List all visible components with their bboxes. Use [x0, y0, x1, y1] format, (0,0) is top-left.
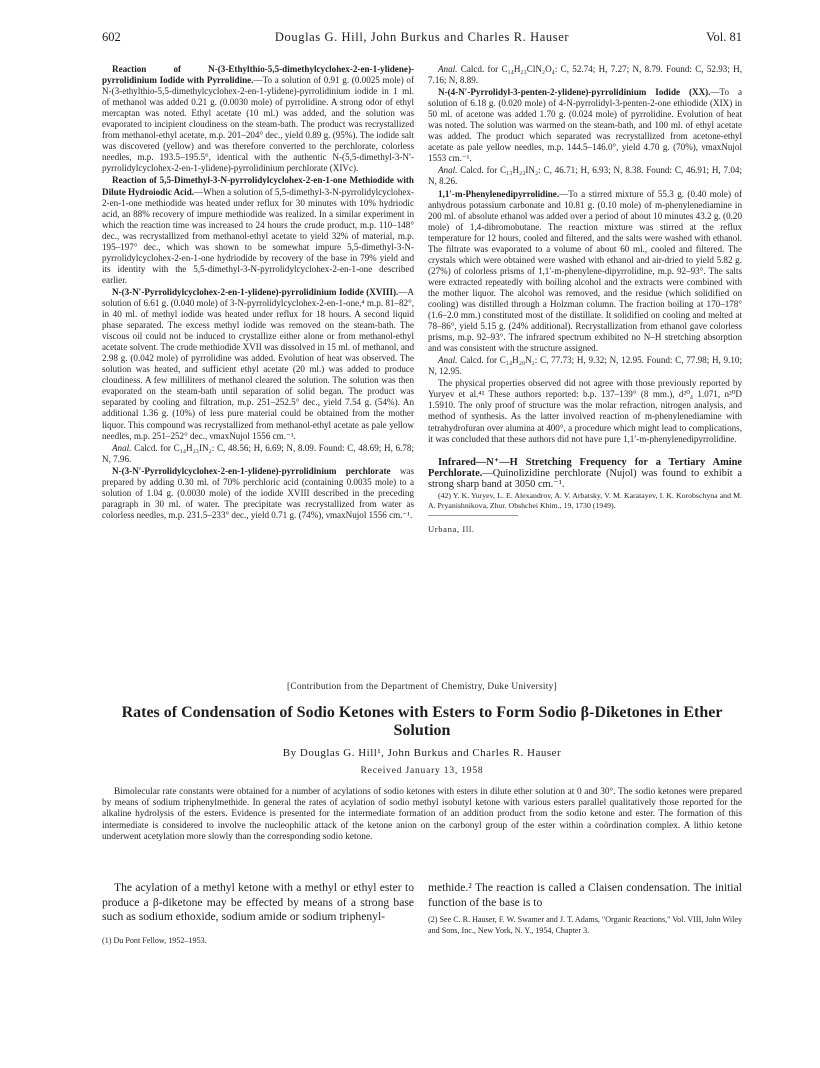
analysis-label: Anal. — [438, 165, 458, 176]
paragraph-analysis: Anal. Calcd. for C₁₄H₂₃ClN₂O₄: C, 52.74; H, 7.27; N, 8.79. Found: C, 52.93; H, 7.16; N, 8.89. — [428, 64, 742, 86]
article-title: Rates of Condensation of Sodio Ketones with Esters to Form Sodio β-Diketones in Ether Solution — [121, 704, 723, 739]
volume-label: Vol. 81 — [706, 30, 742, 44]
paragraph-heading: Infrared—N⁺—H Stretching Frequency for a Tertiary Amine Perchlorate. — [428, 456, 742, 479]
paragraph-heading: Reaction of N-(3-Ethylthio-5,5-dimethylcyclohex-2-en-1-ylidene)-pyrrolidinium Iodide with Pyrrolidine. — [102, 64, 414, 86]
page-header — [102, 30, 742, 50]
paragraph-analysis: Anal. Calcd. for C₁₄H₂₃IN₂: C, 48.56; H, 6.69; N, 8.09. Found: C, 48.69; H, 6.78; N, 7.96. — [102, 442, 414, 464]
page-number: 602 — [102, 30, 121, 44]
paragraph-analysis: Anal. Calcd. for C₁₃H₂₃IN₂: C, 46.71; H, 6.93; N, 8.38. Found: C, 46.91; H, 7.04; N, 8.26. — [428, 165, 742, 187]
left-column — [102, 64, 414, 521]
paragraph-phenylenedipyrrolidine: 1,1′-m-Phenylenedipyrrolidine.—To a stirred mixture of 55.3 g. (0.40 mole) of anhydrous potassium carbonate and 10.81 g. (0.10 mole) of m-phenylenediamine in 200 ml. of absolute ethanol was added over a period of about 10 minutes 43.2 g. (0.20 mole) of 1,4-dibromobutane. The reaction mixture was stirred at the reflux temperature for 12 hours, cooled and filtered, and the salts were washed with ethanol. The filtrate was evaporated to a volume of about 60 ml., cooled and filtered. The crystals which were obtained were washed with ethanol and air-dried to yield 5.82 g. (27%) of colorless prisms of 1,1′-m-phenylene-dipyrrolidine, m.p. 92–93°. The salts were extracted repeatedly with boiling alcohol and the extracts were combined with the mother liquor. The alcohol was removed, and the residue (which solidified on cooling) was distilled through a Holzman column. The fraction boiling at 170–178° (1.6–2.0 mm.) constituted most of the distillate. It solidified on cooling and melted at 78–86°, yield 5.15 g. (24% additional). Recrystallization from ethanol gave colorless prisms, m.p. 92–93°. The infrared spectrum exhibited no N–H stretching absorption and was consistent with the structure assigned. — [428, 188, 742, 354]
body-text-left: The acylation of a methyl ketone with a methyl or ethyl ester to produce a β-diketone may be effected by means of a strong base such as sodium ethoxide, sodium amide or sodium triphenyl- — [102, 881, 414, 923]
paragraph-methiodide-hydroiodic: Reaction of 5,5-Dimethyl-3-N-pyrrolidylcyclohex-2-en-1-one Methiodide with Dilute Hydroiodic Acid.—When a solution of 5,5-dimethyl-3-N-pyrrolidylcyclohex-2-en-1-one methiodide was heated under reflux for 30 minutes with 10% hydriodic acid, an 88% recovery of impure methiodide was realized. In a similar experiment in which the reaction time was increased to 24 hours the crude product, m.p. 110–148° dec., was recrystallized from methanol-ethyl acetate to yield 32% of material, m.p. 195–197° dec., which was shown to be somewhat impure 5,5-dimethyl-3-N-pyrrolidylcyclohex-2-en-1-one hydriodide by recovery of the base in 79% yield and its identity with the 5,5-dimethyl-3-N-pyrrolidylcyclohex-2-en-1-one described earlier. — [102, 175, 415, 285]
paragraph-heading: N-(3-N′-Pyrrolidylcyclohex-2-en-1-ylidene)-pyrrolidinium perchlorate — [112, 465, 391, 476]
footnote-rule — [428, 515, 518, 516]
footnote-42: (42) Y. K. Yuryev, L. E. Alexandrov, A. V. Arbatsky, V. M. Karatayev, I. K. Korobschyna and M. A. Pryanishnikova, Zhur. Obshchei Khim., 19, 1730 (1949). — [428, 490, 742, 510]
footnote-1: (1) Du Pont Fellow, 1952–1953. — [102, 936, 207, 945]
analysis-label: Anal. — [438, 355, 458, 366]
analysis-label: Anal. — [438, 64, 458, 74]
paragraph-heading: Reaction of 5,5-Dimethyl-3-N-pyrrolidylcyclohex-2-en-1-one Methiodide with Dilute Hydroiodic Acid. — [102, 175, 414, 197]
paragraph-heading: 1,1′-m-Phenylenedipyrrolidine. — [438, 188, 560, 199]
analysis-label: Anal. — [112, 442, 132, 453]
paragraph-pyrrolidinium-iodide-reaction: Reaction of N-(3-Ethylthio-5,5-dimethylcyclohex-2-en-1-ylidene)-pyrrolidinium Iodide with Pyrrolidine.—To a solution of 0.91 g. (0.0025 mole) of N-(3-ethylthio-5,5-dimethylcyclohex-2-en-1-ylidene)-pyrrolidinium iodide in 1 ml. of methanol was added 0.21 g. (0.0030 mole) of pyrrolidine. A strong odor of ethyl mercaptan was noted. Ethyl acetate (10 ml.) was added, and the solution was evaporated to incipient cloudiness on the steam-bath. The product was recrystallized from methanol-ethyl acetate, m.p. 201–204° dec., yield 0.89 g. (95%). The iodide salt was discovered (yellow) and was therefore converted to the perchlorate, colorless needles, m.p. 193.5–195.5°, identical with the authentic N-(5,5-dimethyl-3-N′-pyrrolidylcyclohex-2-en-1-ylidene)-pyrrolidinium perchlorate (XIVc). — [102, 64, 414, 174]
paragraph-heading: N-(3-N′-Pyrrolidylcyclohex-2-en-1-ylidene)-pyrrolidinium Iodide (XVIII). — [112, 286, 399, 297]
paragraph-iodide-xx: N-(4-N′-Pyrrolidyl-3-penten-2-ylidene)-pyrrolidinium Iodide (XX).—To a solution of 6.18 g. (0.020 mole) of 4-N-pyrrolidyl-3-penten-2-one ethiodide (XIX) in 50 ml. of acetone was added 1.70 g. (0.024 mole) of pyrrolidine. Evolution of heat was noted. The solution was warmed on the steam-bath, and 100 ml. of ethyl acetate was added. The product which separated was recrystallized from acetone-ethyl acetate as pale yellow needles, m.p. 144.5–146.0°, yield 4.70 g. (70%), νmaxNujol 1553 cm.⁻¹. — [428, 87, 742, 164]
paragraph-infrared: Infrared—N⁺—H Stretching Frequency for a Tertiary Amine Perchlorate.—Quinolizidine perchlorate (Nujol) was found to exhibit a strong sharp band at 3050 cm.⁻¹. — [428, 456, 742, 490]
right-column — [428, 64, 742, 535]
contribution-line: [Contribution from the Department of Chemistry, Duke University] — [286, 682, 558, 692]
footnote-2: (2) See C. R. Hauser, F. W. Swamer and J. T. Adams, "Organic Reactions," Vol. VIII, John Wiley and Sons, Inc., New York, N. Y., 1954, Chapter 3. — [428, 915, 742, 935]
paragraph-perchlorate: N-(3-N′-Pyrrolidylcyclohex-2-en-1-ylidene)-pyrrolidinium perchlorate was prepared by adding 0.30 ml. of 70% perchloric acid (containing 0.0035 mole) to a solution of 1.04 g. (0.0030 mole) of the iodide XVIII described in the preceding paragraph in 30 ml. of water. The precipitate was recrystallized from water as colorless needles, m.p. 231.5–233° dec., yield 0.71 g. (74%), νmaxNujol 1556 cm.⁻¹. — [102, 465, 414, 520]
paragraph-heading: N-(4-N′-Pyrrolidyl-3-penten-2-ylidene)-pyrrolidinium Iodide (XX). — [438, 87, 711, 98]
article-abstract: Bimolecular rate constants were obtained for a number of acylations of sodio ketones with esters in dilute ether solution at 0 and 30°. The sodio ketones were prepared by means of sodium triphenylmethide. In general the rates of acylation of sodio methyl isobutyl ketone with various esters parallel qualitatively those reported for the alkaline hydrolysis of the esters. Evidence is presented for the intermediate formation of an addition product from the sodio ketone and ester. The formation of this intermediate is considered to involve the nucleophilic attack of the ketone anion on the carbonyl group of the ester within a coördination complex. A lithio ketone underwent acetylation more slowly than the corresponding sodio ketone. — [102, 787, 742, 842]
paragraph-iodide-xviii: N-(3-N′-Pyrrolidylcyclohex-2-en-1-ylidene)-pyrrolidinium Iodide (XVIII).—A solution of 6.61 g. (0.040 mole) of 3-N-pyrrolidylcyclohex-2-en-1-one,⁴ m.p. 81–82°, in 40 ml. of methyl iodide was heated under reflux for 18 hours. A second liquid phase separated. The excess methyl iodide was removed on the steam-bath. The viscous oil could not be induced to crystallize either alone or from methanol-ethyl acetate solvent. The crude methiodide XVII was dissolved in 15 ml. of methanol, and 2.98 g. (0.042 mole) of pyrrolidine was added. Evolution of heat was observed. The solution was heated, and sufficient ethyl acetate (20 ml.) was added to produce cloudiness. A few milliliters of methanol cleared the solution. The solution was then evaporated on the steam-bath until separation of solid began. The product was separated by cooling and filtration, m.p. 251–252.5° dec., yield 7.54 g. (54%). An additional 1.36 g. (10%) of less pure material could be obtained from the mother liquor. This compound was recrystallized from methanol-ethyl acetate as pale yellow needles, m.p. 251–252° dec., νmaxNujol 1556 cm.⁻¹. — [102, 286, 414, 441]
paragraph-physical-properties: The physical properties observed did not agree with those previously reported by Yuryev et al.⁴² These authors reported: b.p. 137–139° (8 mm.), d²⁰₄ 1.071, n²⁰D 1.5910. The only proof of structure was the molar refraction, nitrogen analysis, and method of synthesis. As the latter involved reaction of m-phenylenediamine with tetrahydrofuran over alumina at 400°, a procedure which might lead to complications, it was concluded that these authors did not have pure 1,1′-m-phenylenedipyrrolidine. — [428, 378, 742, 444]
place-label: Urbana, Ill. — [428, 523, 475, 534]
paragraph-analysis: Anal. Calcd. for C₁₄H₂₀N₂: C, 77.73; H, 9.32; N, 12.95. Found: C, 77.98; H, 9.10; N, 12.95. — [428, 355, 742, 377]
running-head-authors: Douglas G. Hill, John Burkus and Charles R. Hauser — [274, 30, 570, 44]
body-text-right: methide.² The reaction is called a Claisen condensation. The initial function of the base is to — [428, 881, 742, 909]
received-date: Received January 13, 1958 — [360, 766, 484, 776]
article-byline: By Douglas G. Hill¹, John Burkus and Charles R. Hauser — [282, 747, 562, 759]
